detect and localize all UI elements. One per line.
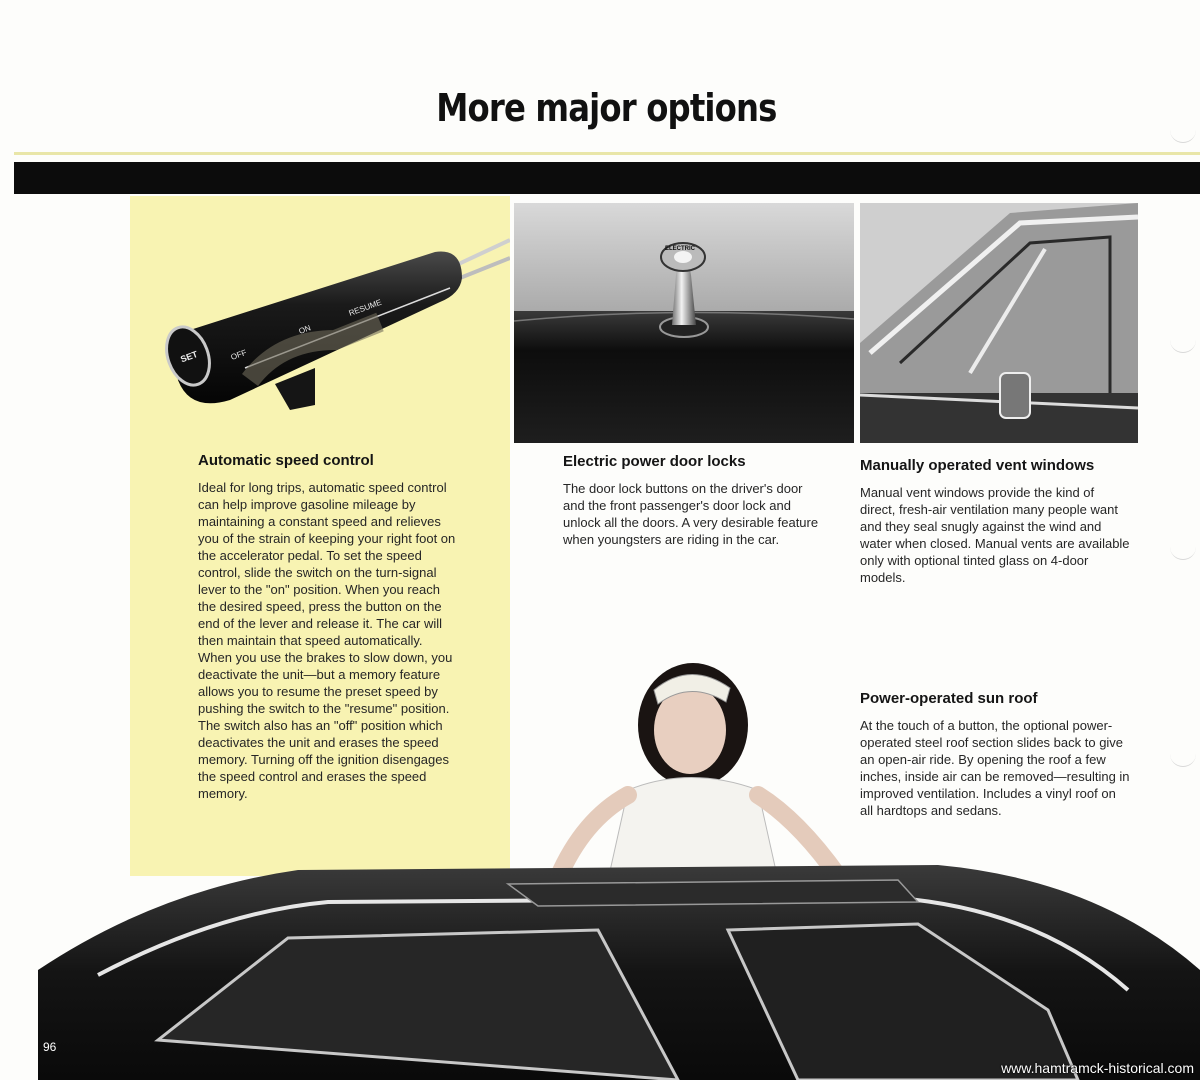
- door-lock-photo: [514, 203, 854, 443]
- vent-windows-heading: Manually operated vent windows: [860, 457, 1095, 474]
- black-band: [14, 162, 1200, 194]
- binder-hole: [1170, 338, 1196, 353]
- speed-control-section: [198, 452, 460, 802]
- title-rule: [14, 152, 1200, 155]
- door-locks-body: The door lock buttons on the driver's door and the front passenger's door lock and unlock all the doors. A very desirable feature when youngsters are riding in the car.: [563, 481, 819, 547]
- binder-hole: [1170, 128, 1196, 143]
- speed-control-body: Ideal for long trips, automatic speed control can help improve gasoline mileage by maintaining a constant speed and relieves you of the strain of keeping your right foot on the accelerator pedal. To set the speed control, slide the switch on the turn-signal lever to the "on" position. When you reach the desired speed, press the button on the end of the lever and release it. The car will then maintain that speed automatically. When you use the brakes to slow down, you deactivate the unit—but a memory feature allows you to resume the preset speed by pushing the switch to the "resume" position. The switch also has an "off" position which deactivates the unit and erases the speed memory. Turning off the ignition disengages the speed control and erases the speed memory.: [198, 480, 456, 801]
- binder-hole: [1170, 545, 1196, 560]
- vent-windows-section: [860, 457, 1130, 586]
- vent-windows-body: Manual vent windows provide the kind of direct, fresh-air ventilation many people want and they seal snugly against the wind and water when closed. Manual vents are available only with optional tinted glass on 4-door models.: [860, 485, 1130, 585]
- door-lock-button-label: ELECTRIC: [665, 246, 695, 252]
- speed-label-on: ON: [297, 323, 312, 336]
- vent-window-photo: [860, 203, 1138, 443]
- speed-control-photo: [150, 230, 510, 430]
- speed-label-set: SET: [179, 348, 199, 365]
- door-locks-section: [563, 453, 825, 548]
- speed-label-resume: RESUME: [347, 297, 383, 318]
- page-number: 96: [43, 1040, 57, 1054]
- speed-control-heading: Automatic speed control: [198, 452, 374, 469]
- sun-roof-body: At the touch of a button, the optional power-operated steel roof section slides back to give an open-air ride. By opening the roof a few inches, inside air can be removed—resulting in improved ventilation. Includes a vinyl roof on all hardtops and sedans.: [860, 718, 1130, 818]
- page-title: More major options: [436, 86, 777, 130]
- sun-roof-section: [860, 690, 1130, 819]
- door-locks-heading: Electric power door locks: [563, 453, 746, 470]
- speed-label-off: OFF: [229, 347, 248, 362]
- sun-roof-heading: Power-operated sun roof: [860, 690, 1038, 707]
- watermark: www.hamtramck-historical.com: [1001, 1060, 1194, 1076]
